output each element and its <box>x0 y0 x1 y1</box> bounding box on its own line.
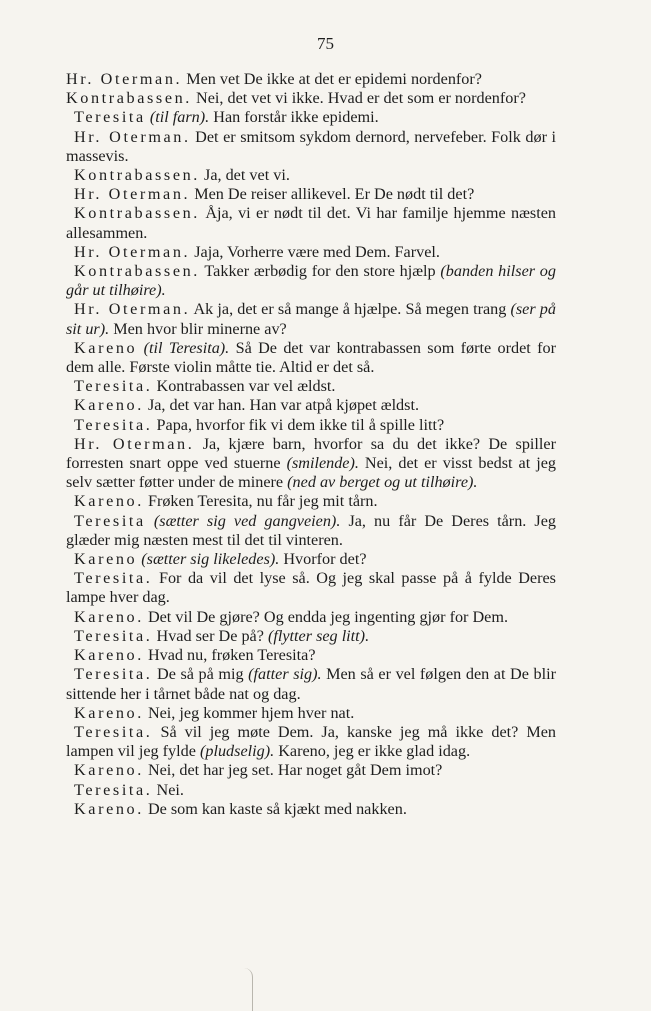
page-number: 75 <box>317 34 334 53</box>
line-text: Hvad ser De på? <box>152 626 268 645</box>
line-text: Takker ærbødig for den store hjælp <box>199 262 441 281</box>
dialogue-line <box>66 243 556 262</box>
dialogue-line <box>66 377 556 396</box>
speaker-name: Kareno. <box>74 607 144 626</box>
line-text: Nei, jeg kommer hjem hver nat. <box>143 703 355 722</box>
stage-direction: (fatter sig). <box>248 665 322 684</box>
line-text: Frøken Teresita, nu får jeg mit tårn. <box>143 492 378 511</box>
dialogue-line <box>66 339 556 377</box>
line-text: Kontrabassen var vel ældst. <box>152 377 336 396</box>
speaker-name: Kontrabassen. <box>74 204 200 223</box>
speaker-name: Kareno. <box>74 799 144 818</box>
line-text: Så vil jeg møte Dem. Ja, kanske jeg må ikke det? Men lampen vil jeg fylde <box>66 722 556 761</box>
dialogue-line <box>66 166 556 185</box>
dialogue-line <box>66 665 556 703</box>
line-text: Nei. <box>152 780 184 799</box>
line-text: Hvad nu, frøken Teresita? <box>143 646 316 665</box>
line-text: Men vet De ikke at det er epidemi nordenfor? <box>182 70 482 88</box>
dialogue-line <box>66 512 556 550</box>
line-text: Nei, det vet vi ikke. Hvad er det som er nordenfor? <box>191 89 526 108</box>
speaker-name: Hr. Oterman. <box>74 300 191 319</box>
line-text: Ja, det vet vi. <box>199 166 290 185</box>
line-text: Ak ja, det er så mange å hjælpe. Så megen trang <box>190 300 511 319</box>
dialogue-line <box>66 89 556 108</box>
line-text: Ja, nu får De Deres tårn. Jeg glæder mig næsten mest til det til vinteren. <box>66 511 556 549</box>
speaker-name: Kareno. <box>74 703 144 722</box>
dialogue-line <box>66 108 556 127</box>
dialogue-line <box>66 128 556 166</box>
speaker-name: Hr. Oterman. <box>74 127 191 146</box>
stage-direction: (sætter sig likeledes). <box>141 550 280 569</box>
speaker-name: Teresita <box>74 108 146 127</box>
speaker-name: Teresita <box>74 511 146 530</box>
dialogue-line <box>66 627 556 646</box>
stage-direction: (ned av berget og ut tilhøire). <box>287 473 478 492</box>
line-text: Så De det var kontrabassen som førte ordet for dem alle. Første violin måtte tie. Altid er det så. <box>66 338 556 377</box>
stage-direction: (ser på sit ur). <box>66 300 556 338</box>
dialogue-line <box>66 185 556 204</box>
line-text: Men hvor blir minerne av? <box>109 319 287 338</box>
speaker-name: Hr. Oterman. <box>74 185 191 204</box>
speaker-name: Teresita. <box>74 415 153 434</box>
dialogue-line <box>66 704 556 723</box>
speaker-name: Teresita. <box>74 722 153 741</box>
line-text: Ja, det var han. Han var atpå kjøpet ældst. <box>143 396 419 415</box>
line-text <box>146 512 154 530</box>
dialogue-line <box>66 781 556 800</box>
page-edge-mark <box>244 968 253 1011</box>
line-text: Men så er vel følgen den at De blir sittende her i tårnet både nat og dag. <box>66 665 556 703</box>
stage-direction: (sætter sig ved gangveien). <box>153 511 341 530</box>
line-text: Kareno, jeg er ikke glad idag. <box>274 742 471 761</box>
speaker-name: Teresita. <box>74 780 153 799</box>
line-text: Det er smitsom sykdom dernord, nervefeber. Folk dør i massevis. <box>66 127 556 165</box>
line-text: Nei, det har jeg set. Har noget gåt Dem imot? <box>143 761 443 780</box>
dialogue-line <box>66 492 556 511</box>
speaker-name: Kareno. <box>74 646 144 665</box>
dialogue-line <box>66 262 556 300</box>
speaker-name: Hr. Oterman. <box>66 70 183 88</box>
stage-direction: (til Teresita). <box>143 338 230 357</box>
speaker-name: Kontrabassen. <box>74 166 200 185</box>
stage-direction: (flytter seg litt). <box>267 626 370 645</box>
dialogue-line <box>66 761 556 780</box>
dialogue-line <box>66 646 556 665</box>
line-text: Men De reiser allikevel. Er De nødt til det? <box>190 185 475 204</box>
line-text: Papa, hvorfor fik vi dem ikke til å spille litt? <box>152 415 445 434</box>
dialogue-line <box>66 396 556 415</box>
speaker-name: Teresita. <box>74 377 153 396</box>
line-text: Hvorfor det? <box>279 550 367 569</box>
stage-direction: (til farn). <box>149 108 210 127</box>
line-text: Nei, det er visst bedst at jeg selv sætter føtter under de minere <box>66 454 556 492</box>
stage-direction: (banden hilser og går ut tilhøire). <box>66 262 556 300</box>
dialogue-line <box>66 416 556 435</box>
dialogue-line <box>66 608 556 627</box>
speaker-name: Kareno. <box>74 396 144 415</box>
line-text: De så på mig <box>152 665 249 684</box>
speaker-name: Kareno <box>74 550 138 569</box>
dialogue-line <box>66 204 556 242</box>
line-text: Det vil De gjøre? Og endda jeg ingenting gjør for Dem. <box>143 607 509 626</box>
speaker-name: Teresita. <box>74 626 153 645</box>
line-text: De som kan kaste så kjækt med nakken. <box>143 799 407 818</box>
dialogue-line <box>66 70 556 89</box>
dialogue-line <box>66 569 556 607</box>
dialogue-line <box>66 300 556 338</box>
speaker-name: Kareno. <box>74 492 144 511</box>
speaker-name: Hr. Oterman. <box>74 242 191 261</box>
line-text: Ja, kjære barn, hvorfor sa du det ikke? De spiller forresten snart oppe ved stuerne <box>66 434 556 473</box>
play-text <box>66 70 556 819</box>
stage-direction: (smilende). <box>286 454 359 473</box>
speaker-name: Kareno <box>74 338 138 357</box>
speaker-name: Kareno. <box>74 761 144 780</box>
line-text: Han forstår ikke epidemi. <box>209 108 379 127</box>
dialogue-line <box>66 800 556 819</box>
speaker-name: Kontrabassen. <box>66 89 192 108</box>
speaker-name: Kontrabassen. <box>74 262 200 281</box>
line-text: Jaja, Vorherre være med Dem. Farvel. <box>190 242 440 261</box>
dialogue-line <box>66 435 556 493</box>
dialogue-line <box>66 550 556 569</box>
line-text: Åja, vi er nødt til det. Vi har familje hjemme næsten allesammen. <box>66 204 556 242</box>
dialogue-line <box>66 723 556 761</box>
speaker-name: Hr. Oterman. <box>74 434 195 453</box>
line-text: For da vil det lyse så. Og jeg skal passe på å fylde Deres lampe hver dag. <box>66 569 556 607</box>
speaker-name: Teresita. <box>74 569 153 588</box>
speaker-name: Teresita. <box>74 665 153 684</box>
stage-direction: (pludselig). <box>199 742 275 761</box>
